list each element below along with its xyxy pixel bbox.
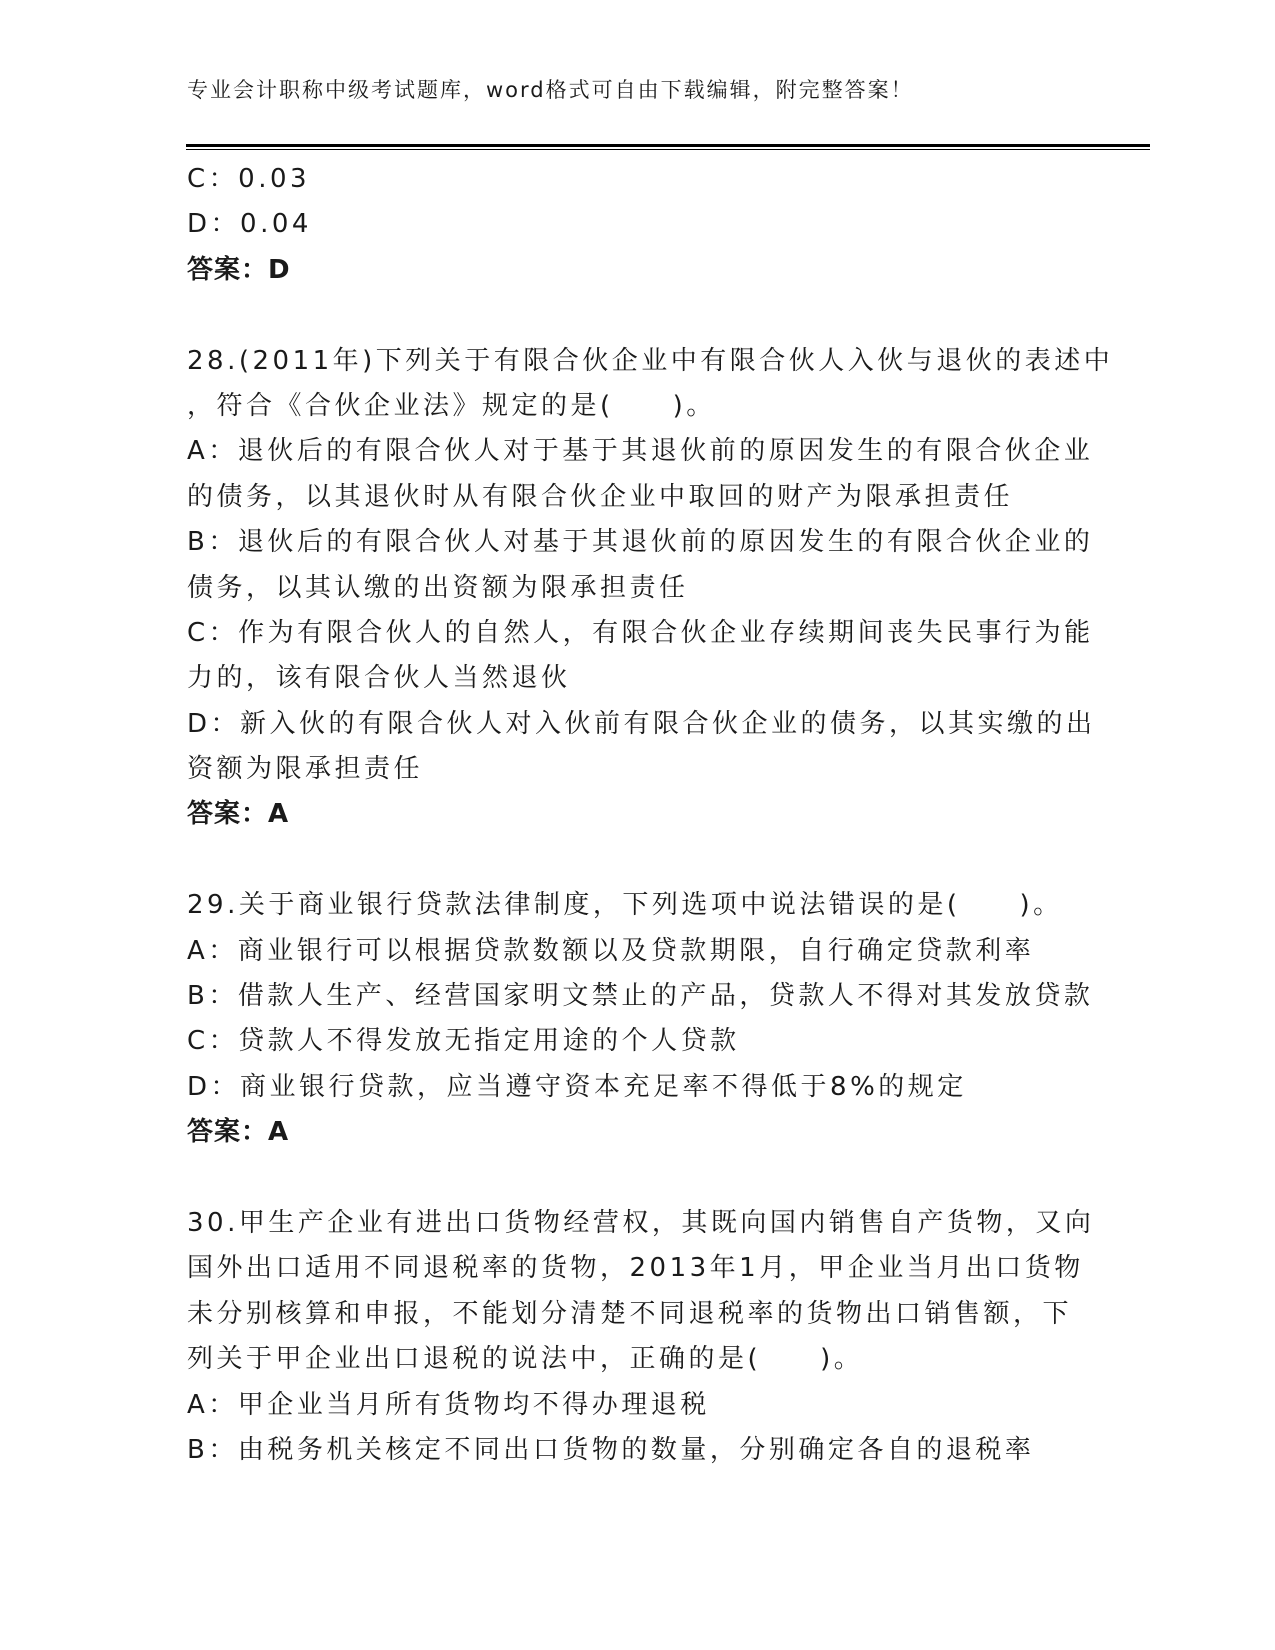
question-stem: ，符合《合伙企业法》规定的是( )。: [187, 390, 716, 421]
question-stem: 28.(2011年)下列关于有限合伙企业中有限合伙人入伙与退伙的表述中: [187, 345, 1114, 376]
question-stem: 国外出口适用不同退税率的货物，2013年1月，甲企业当月出口货物: [187, 1253, 1084, 1284]
option-line: 资额为限承担责任: [187, 754, 424, 785]
option-d: D：0.04: [187, 209, 312, 240]
option-line: 力的，该有限合伙人当然退伙: [187, 663, 571, 694]
option-line: B：借款人生产、经营国家明文禁止的产品，贷款人不得对其发放贷款: [187, 981, 1094, 1012]
question-stem: 30.甲生产企业有进出口货物经营权，其既向国内销售自产货物，又向: [187, 1207, 1095, 1238]
answer-line: 答案：A: [187, 799, 290, 830]
header-rule-thin: [186, 149, 1150, 150]
option-line: D：新入伙的有限合伙人对入伙前有限合伙企业的债务，以其实缴的出: [187, 708, 1096, 739]
question-stem: 29.关于商业银行贷款法律制度，下列选项中说法错误的是( )。: [187, 890, 1063, 921]
page-header: 专业会计职称中级考试题库，word格式可自由下载编辑，附完整答案！: [187, 78, 914, 102]
option-c: C：0.03: [187, 164, 311, 194]
spacer: [187, 838, 1077, 883]
option-line: A：甲企业当月所有货物均不得办理退税: [187, 1389, 710, 1420]
question-stem: 未分别核算和申报，不能划分清楚不同退税率的货物出口销售额，下: [187, 1298, 1073, 1329]
header-rule-thick: [186, 144, 1150, 147]
option-line: A：商业银行可以根据贷款数额以及贷款期限，自行确定贷款利率: [187, 935, 1035, 966]
option-line: C：作为有限合伙人的自然人，有限合伙企业存续期间丧失民事行为能: [187, 617, 1094, 648]
spacer: [187, 293, 1077, 338]
spacer: [187, 1156, 1077, 1201]
document-body: [187, 157, 1114, 1473]
option-line: B：由税务机关核定不同出口货物的数量，分别确定各自的退税率: [187, 1434, 1035, 1465]
option-line: 的债务，以其退伙时从有限合伙企业中取回的财产为限承担责任: [187, 481, 1014, 512]
option-line: A：退伙后的有限合伙人对于基于其退伙前的原因发生的有限合伙企业: [187, 436, 1094, 467]
option-line: 债务，以其认缴的出资额为限承担责任: [187, 572, 689, 603]
question-stem: 列关于甲企业出口退税的说法中，正确的是( )。: [187, 1344, 864, 1375]
option-line: B：退伙后的有限合伙人对基于其退伙前的原因发生的有限合伙企业的: [187, 527, 1094, 558]
answer-line: 答案：D: [187, 254, 291, 285]
option-line: D：商业银行贷款，应当遵守资本充足率不得低于8%的规定: [187, 1071, 967, 1102]
option-line: C：贷款人不得发放无指定用途的个人贷款: [187, 1026, 740, 1057]
answer-line: 答案：A: [187, 1117, 290, 1148]
